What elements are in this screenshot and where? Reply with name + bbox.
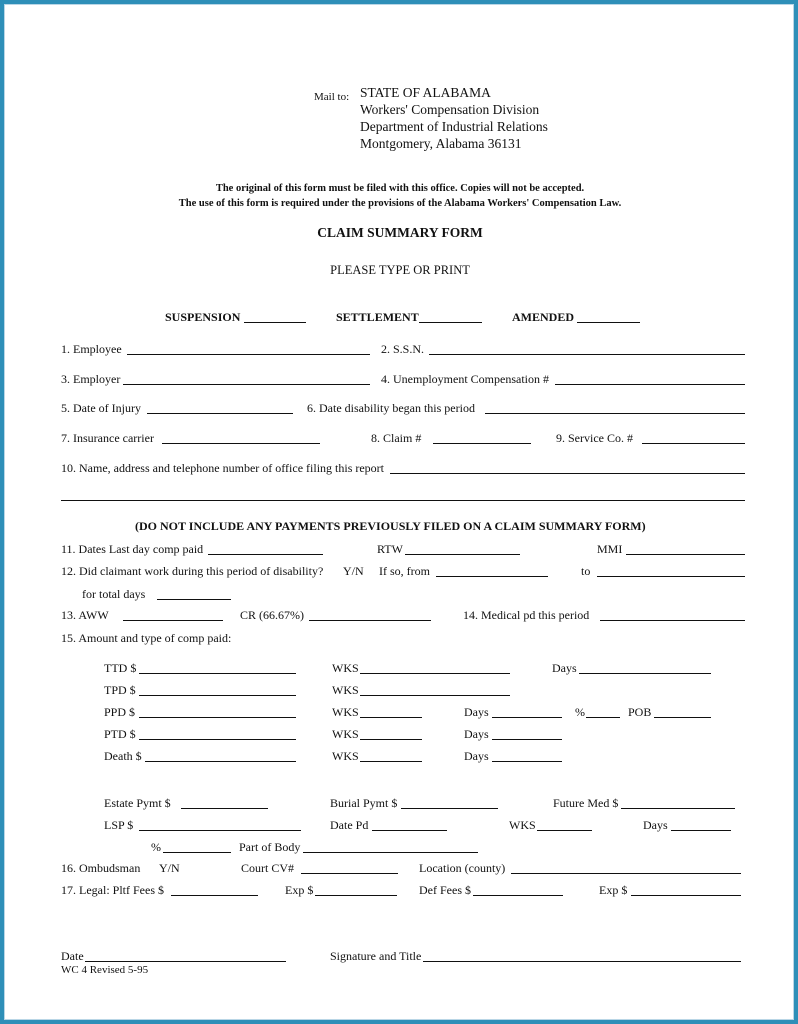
part-of-body-field[interactable]	[303, 852, 478, 853]
form-title: CLAIM SUMMARY FORM	[317, 225, 483, 240]
pob-label: POB	[628, 705, 652, 719]
death-wks-field[interactable]	[360, 761, 422, 762]
death-label: Death $	[104, 749, 142, 763]
service-co-field[interactable]	[642, 443, 745, 444]
office-filing-field-line-2[interactable]	[61, 500, 745, 501]
lsp-field[interactable]	[139, 830, 301, 831]
body-percent-field[interactable]	[163, 852, 231, 853]
ppd-percent-label: %	[575, 705, 585, 719]
ppd-wks-field[interactable]	[360, 717, 422, 718]
date-pd-label: Date Pd	[330, 818, 369, 832]
ttd-label: TTD $	[104, 661, 137, 675]
employee-field[interactable]	[127, 354, 370, 355]
ssn-label: 2. S.S.N.	[381, 342, 425, 356]
death-wks-label: WKS	[332, 749, 359, 763]
mail-to-label: Mail to:	[314, 91, 350, 103]
ppd-field[interactable]	[139, 717, 296, 718]
amended-field[interactable]	[577, 322, 640, 323]
pltf-exp-label: Exp $	[285, 883, 314, 897]
ptd-label: PTD $	[104, 727, 136, 741]
comp-paid-label: 15. Amount and type of comp paid:	[61, 631, 232, 645]
notice-required: The use of this form is required under the provisions of the Alabama Workers' Compensation Law.	[178, 198, 622, 209]
death-days-field[interactable]	[492, 761, 562, 762]
ptd-field[interactable]	[139, 739, 296, 740]
pltf-fees-field[interactable]	[171, 895, 258, 896]
settlement-label: SETTLEMENT	[336, 310, 419, 324]
claim-number-label: 8. Claim #	[371, 431, 422, 445]
future-med-label: Future Med $	[553, 796, 619, 810]
legal-pltf-fees-label: 17. Legal: Pltf Fees $	[61, 883, 164, 897]
date-pd-field[interactable]	[372, 830, 447, 831]
location-county-field[interactable]	[511, 873, 741, 874]
ptd-wks-label: WKS	[332, 727, 359, 741]
date-field[interactable]	[85, 961, 286, 962]
claim-number-field[interactable]	[433, 443, 531, 444]
court-cv-label: Court CV#	[241, 861, 295, 875]
if-so-from-label: If so, from	[379, 564, 430, 578]
ombudsman-label: 16. Ombudsman	[61, 861, 141, 875]
to-field[interactable]	[597, 576, 745, 577]
ttd-field[interactable]	[139, 673, 296, 674]
lsp-days-field[interactable]	[671, 830, 731, 831]
death-field[interactable]	[145, 761, 296, 762]
estate-pymt-field[interactable]	[181, 808, 268, 809]
def-fees-label: Def Fees $	[419, 883, 471, 897]
ttd-days-field[interactable]	[579, 673, 711, 674]
rtw-label: RTW	[377, 542, 403, 556]
suspension-field[interactable]	[244, 322, 306, 323]
employer-field[interactable]	[123, 384, 370, 385]
employee-label: 1. Employee	[61, 342, 122, 356]
def-fees-field[interactable]	[473, 895, 563, 896]
address-line-1: STATE OF ALABAMA	[360, 85, 491, 100]
tpd-wks-field[interactable]	[360, 695, 510, 696]
to-label: to	[581, 564, 591, 578]
last-day-comp-paid-label: 11. Dates Last day comp paid	[61, 542, 204, 556]
lsp-wks-label: WKS	[509, 818, 536, 832]
ombudsman-yn: Y/N	[159, 861, 180, 875]
form-revision: WC 4 Revised 5-95	[61, 964, 149, 976]
medical-paid-field[interactable]	[600, 620, 745, 621]
rtw-field[interactable]	[405, 554, 520, 555]
burial-pymt-field[interactable]	[401, 808, 498, 809]
for-total-days-label: for total days	[82, 587, 146, 601]
employer-label: 3. Employer	[61, 372, 121, 386]
last-day-comp-paid-field[interactable]	[208, 554, 323, 555]
if-so-from-field[interactable]	[436, 576, 548, 577]
part-of-body-label: Part of Body	[239, 840, 301, 854]
ppd-wks-label: WKS	[332, 705, 359, 719]
address-line-4: Montgomery, Alabama 36131	[360, 136, 522, 151]
address-line-3: Department of Industrial Relations	[360, 119, 548, 134]
date-label: Date	[61, 949, 84, 963]
ptd-days-field[interactable]	[492, 739, 562, 740]
insurance-carrier-label: 7. Insurance carrier	[61, 431, 154, 445]
office-filing-field[interactable]	[390, 473, 745, 474]
signature-label: Signature and Title	[330, 949, 422, 963]
burial-pymt-label: Burial Pymt $	[330, 796, 398, 810]
insurance-carrier-field[interactable]	[162, 443, 320, 444]
unemployment-comp-label: 4. Unemployment Compensation #	[381, 372, 549, 386]
ssn-field[interactable]	[429, 354, 745, 355]
cr-label: CR (66.67%)	[240, 608, 304, 622]
lsp-days-label: Days	[643, 818, 668, 832]
death-days-label: Days	[464, 749, 489, 763]
tpd-label: TPD $	[104, 683, 136, 697]
ppd-days-label: Days	[464, 705, 489, 719]
date-of-injury-field[interactable]	[147, 413, 293, 414]
ptd-wks-field[interactable]	[360, 739, 422, 740]
total-days-field[interactable]	[157, 599, 231, 600]
notice-original: The original of this form must be filed with this office. Copies will not be accepted.	[215, 183, 585, 194]
tpd-wks-label: WKS	[332, 683, 359, 697]
form-subtitle: PLEASE TYPE OR PRINT	[330, 263, 470, 277]
aww-field[interactable]	[123, 620, 223, 621]
signature-field[interactable]	[423, 961, 741, 962]
work-during-disability-label: 12. Did claimant work during this period of disability?	[61, 564, 324, 578]
claim-summary-form	[4, 4, 794, 1020]
date-disability-field[interactable]	[485, 413, 745, 414]
def-exp-label: Exp $	[599, 883, 628, 897]
ppd-percent-field[interactable]	[586, 717, 620, 718]
ppd-days-field[interactable]	[492, 717, 562, 718]
ptd-days-label: Days	[464, 727, 489, 741]
cr-field[interactable]	[309, 620, 431, 621]
address-line-2: Workers' Compensation Division	[360, 102, 540, 117]
def-exp-field[interactable]	[631, 895, 741, 896]
estate-pymt-label: Estate Pymt $	[104, 796, 171, 810]
mmi-label: MMI	[597, 542, 623, 556]
ppd-label: PPD $	[104, 705, 136, 719]
amended-label: AMENDED	[512, 310, 574, 324]
payments-notice: (DO NOT INCLUDE ANY PAYMENTS PREVIOUSLY FILED ON A CLAIM SUMMARY FORM)	[135, 519, 646, 533]
unemployment-comp-field[interactable]	[555, 384, 745, 385]
service-co-label: 9. Service Co. #	[556, 431, 633, 445]
ttd-wks-field[interactable]	[360, 673, 510, 674]
pltf-exp-field[interactable]	[315, 895, 397, 896]
body-percent-label: %	[151, 840, 161, 854]
ttd-days-label: Days	[552, 661, 577, 675]
medical-paid-label: 14. Medical pd this period	[463, 608, 590, 622]
suspension-label: SUSPENSION	[165, 310, 241, 324]
mmi-field[interactable]	[626, 554, 745, 555]
lsp-label: LSP $	[104, 818, 134, 832]
settlement-field[interactable]	[419, 322, 482, 323]
lsp-wks-field[interactable]	[537, 830, 592, 831]
tpd-field[interactable]	[139, 695, 296, 696]
pob-field[interactable]	[654, 717, 711, 718]
future-med-field[interactable]	[621, 808, 735, 809]
work-during-disability-yn: Y/N	[343, 564, 364, 578]
ttd-wks-label: WKS	[332, 661, 359, 675]
date-of-injury-label: 5. Date of Injury	[61, 401, 141, 415]
office-filing-label: 10. Name, address and telephone number of office filing this report	[61, 461, 385, 475]
court-cv-field[interactable]	[301, 873, 398, 874]
aww-label: 13. AWW	[61, 608, 109, 622]
location-county-label: Location (county)	[419, 861, 506, 875]
date-disability-label: 6. Date disability began this period	[307, 401, 475, 415]
